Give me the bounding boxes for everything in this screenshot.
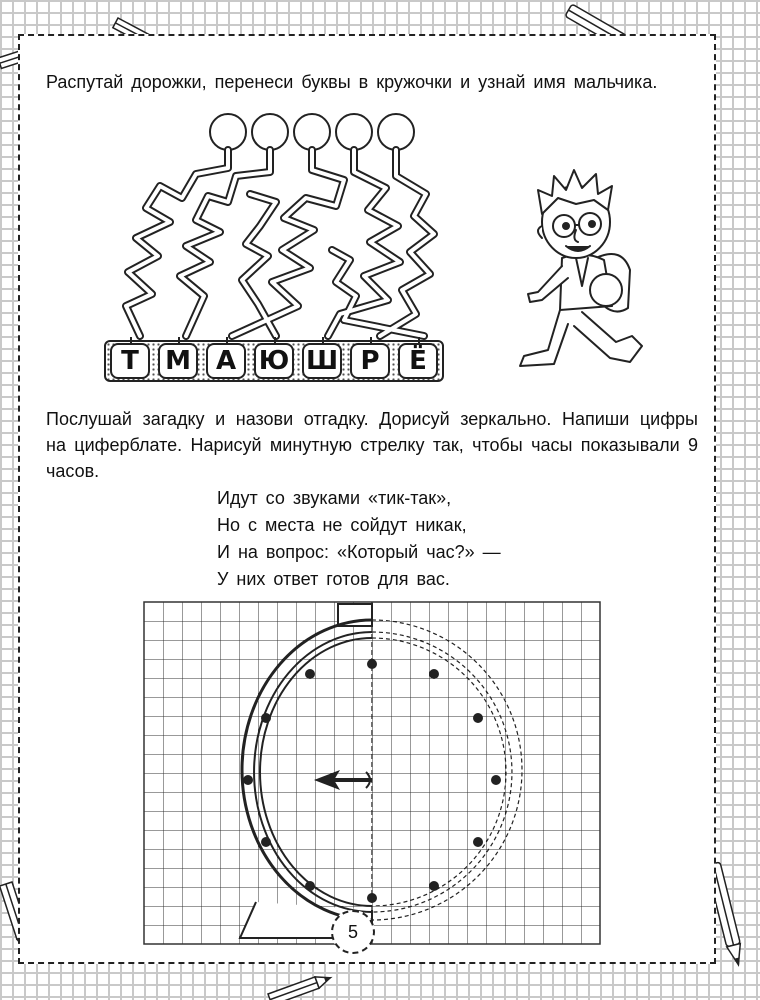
boy-illustration xyxy=(512,166,660,372)
riddle-poem xyxy=(217,485,501,593)
letter-tile: Ё xyxy=(398,343,438,379)
letter-strip xyxy=(104,340,444,382)
poem-line: Идут со звуками «тик-так», xyxy=(217,488,452,508)
letter-tile: Т xyxy=(110,343,150,379)
worksheet-page xyxy=(18,34,716,964)
page-number: 5 xyxy=(331,910,375,954)
poem-line: Но с места не сойдут никак, xyxy=(217,515,467,535)
task2-instruction: Послушай загадку и назови отгадку. Дорисуй зеркально. Напиши цифры на циферблате. Нарисуй минутную стрелку так, чтобы часы показывали 9 часов. xyxy=(46,409,698,481)
letter-tile: Ш xyxy=(302,343,342,379)
maze-drawing xyxy=(100,110,440,340)
letter-tile: М xyxy=(158,343,198,379)
letter-tile: А xyxy=(206,343,246,379)
task1-instruction: Распутай дорожки, перенеси буквы в кружочки и узнай имя мальчика. xyxy=(46,72,658,92)
poem-line: И на вопрос: «Который час?» — xyxy=(217,542,501,562)
letter-tile: Ю xyxy=(254,343,294,379)
letter-tile: Р xyxy=(350,343,390,379)
poem-line: У них ответ готов для вас. xyxy=(217,569,450,589)
clock-drawing xyxy=(144,602,604,946)
